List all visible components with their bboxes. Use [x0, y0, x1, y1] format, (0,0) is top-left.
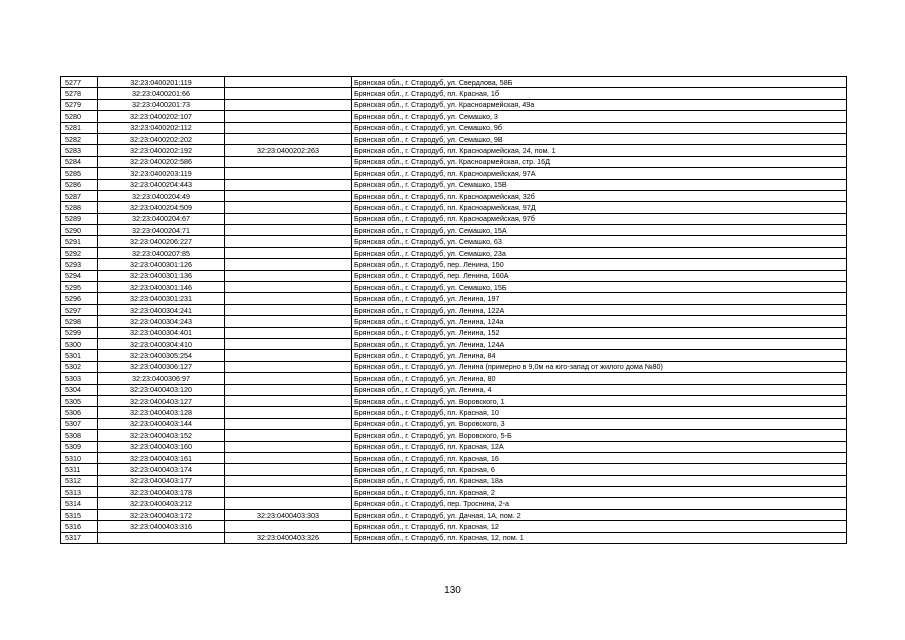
table-row: [61, 259, 847, 270]
table-row: [61, 88, 847, 99]
linked-cadastral-number-cell: [225, 418, 352, 429]
address-cell: Брянская обл., г. Стародуб, ул. Семашко, 15В: [352, 179, 847, 190]
table-row: [61, 384, 847, 395]
cadastral-number-cell: 32:23:0400204:71: [98, 225, 225, 236]
row-number-cell: 5279: [61, 99, 98, 110]
cadastral-number-cell: 32:23:0400301:136: [98, 270, 225, 281]
row-number-cell: 5295: [61, 282, 98, 293]
table-row: [61, 452, 847, 463]
table-row: [61, 430, 847, 441]
linked-cadastral-number-cell: [225, 247, 352, 258]
linked-cadastral-number-cell: [225, 441, 352, 452]
linked-cadastral-number-cell: 32:23:0400403:303: [225, 509, 352, 520]
cadastral-number-cell: 32:23:0400204:509: [98, 202, 225, 213]
address-cell: Брянская обл., г. Стародуб, ул. Ленина, 80: [352, 373, 847, 384]
linked-cadastral-number-cell: [225, 452, 352, 463]
table-row: [61, 532, 847, 543]
address-cell: Брянская обл., г. Стародуб, ул. Ленина, 152: [352, 327, 847, 338]
linked-cadastral-number-cell: [225, 122, 352, 133]
address-cell: Брянская обл., г. Стародуб, ул. Дачная, 1А, пом. 2: [352, 509, 847, 520]
row-number-cell: 5309: [61, 441, 98, 452]
row-number-cell: 5286: [61, 179, 98, 190]
table-row: [61, 225, 847, 236]
linked-cadastral-number-cell: [225, 475, 352, 486]
row-number-cell: 5311: [61, 464, 98, 475]
linked-cadastral-number-cell: [225, 282, 352, 293]
cadastral-number-cell: 32:23:0400202:107: [98, 111, 225, 122]
table-row: [61, 145, 847, 156]
cadastral-number-cell: 32:23:0400403:177: [98, 475, 225, 486]
address-cell: Брянская обл., г. Стародуб, пл. Красная, 16: [352, 452, 847, 463]
address-cell: Брянская обл., г. Стародуб, ул. Воровского, 1: [352, 395, 847, 406]
address-cell: Брянская обл., г. Стародуб, ул. Ленина, 122А: [352, 304, 847, 315]
row-number-cell: 5300: [61, 338, 98, 349]
cadastral-number-cell: 32:23:0400202:192: [98, 145, 225, 156]
table-body: [61, 77, 847, 544]
address-cell: Брянская обл., г. Стародуб, пл. Красноармейская, 24, пом. 1: [352, 145, 847, 156]
linked-cadastral-number-cell: [225, 88, 352, 99]
address-cell: Брянская обл., г. Стародуб, ул. Семашко, 9В: [352, 133, 847, 144]
table-row: [61, 247, 847, 258]
linked-cadastral-number-cell: [225, 190, 352, 201]
table-row: [61, 338, 847, 349]
cadastral-number-cell: 32:23:0400403:152: [98, 430, 225, 441]
row-number-cell: 5296: [61, 293, 98, 304]
table-row: [61, 350, 847, 361]
linked-cadastral-number-cell: [225, 111, 352, 122]
cadastral-number-cell: 32:23:0400403:144: [98, 418, 225, 429]
linked-cadastral-number-cell: [225, 293, 352, 304]
table-row: [61, 418, 847, 429]
linked-cadastral-number-cell: [225, 168, 352, 179]
row-number-cell: 5303: [61, 373, 98, 384]
table-row: [61, 270, 847, 281]
row-number-cell: 5289: [61, 213, 98, 224]
row-number-cell: 5316: [61, 521, 98, 532]
table-row: [61, 521, 847, 532]
address-cell: Брянская обл., г. Стародуб, ул. Семашко, 15Б: [352, 282, 847, 293]
address-cell: Брянская обл., г. Стародуб, ул. Красноармейская, стр. 16Д: [352, 156, 847, 167]
table-row: [61, 487, 847, 498]
table-row: [61, 509, 847, 520]
row-number-cell: 5301: [61, 350, 98, 361]
cadastral-number-cell: 32:23:0400301:146: [98, 282, 225, 293]
row-number-cell: 5310: [61, 452, 98, 463]
table-row: [61, 202, 847, 213]
row-number-cell: 5299: [61, 327, 98, 338]
row-number-cell: 5291: [61, 236, 98, 247]
cadastral-number-cell: 32:23:0400403:160: [98, 441, 225, 452]
table-row: [61, 282, 847, 293]
row-number-cell: 5285: [61, 168, 98, 179]
address-cell: Брянская обл., г. Стародуб, пл. Красноармейская, 97б: [352, 213, 847, 224]
property-registry-table: [60, 76, 847, 544]
linked-cadastral-number-cell: [225, 316, 352, 327]
cadastral-number-cell: 32:23:0400204:67: [98, 213, 225, 224]
cadastral-number-cell: 32:23:0400201:73: [98, 99, 225, 110]
address-cell: Брянская обл., г. Стародуб, пл. Красноармейская, 32б: [352, 190, 847, 201]
cadastral-number-cell: 32:23:0400403:316: [98, 521, 225, 532]
address-cell: Брянская обл., г. Стародуб, ул. Воровского, 5-Б: [352, 430, 847, 441]
table-row: [61, 373, 847, 384]
row-number-cell: 5290: [61, 225, 98, 236]
table-row: [61, 407, 847, 418]
address-cell: Брянская обл., г. Стародуб, ул. Ленина, 124А: [352, 338, 847, 349]
row-number-cell: 5278: [61, 88, 98, 99]
linked-cadastral-number-cell: [225, 236, 352, 247]
row-number-cell: 5294: [61, 270, 98, 281]
row-number-cell: 5298: [61, 316, 98, 327]
linked-cadastral-number-cell: [225, 384, 352, 395]
cadastral-number-cell: 32:23:0400202:586: [98, 156, 225, 167]
address-cell: Брянская обл., г. Стародуб, ул. Ленина, 197: [352, 293, 847, 304]
cadastral-number-cell: 32:23:0400403:120: [98, 384, 225, 395]
row-number-cell: 5314: [61, 498, 98, 509]
address-cell: Брянская обл., г. Стародуб, пл. Красная, 12: [352, 521, 847, 532]
cadastral-number-cell: 32:23:0400202:202: [98, 133, 225, 144]
table-row: [61, 168, 847, 179]
cadastral-number-cell: 32:23:0400202:112: [98, 122, 225, 133]
cadastral-number-cell: 32:23:0400403:174: [98, 464, 225, 475]
address-cell: Брянская обл., г. Стародуб, ул. Семашко, 3: [352, 111, 847, 122]
table-row: [61, 111, 847, 122]
address-cell: Брянская обл., г. Стародуб, ул. Свердлова, 58Б: [352, 77, 847, 88]
cadastral-number-cell: 32:23:0400403:128: [98, 407, 225, 418]
table-row: [61, 327, 847, 338]
row-number-cell: 5307: [61, 418, 98, 429]
linked-cadastral-number-cell: [225, 213, 352, 224]
address-cell: Брянская обл., г. Стародуб, ул. Воровского, 3: [352, 418, 847, 429]
linked-cadastral-number-cell: [225, 99, 352, 110]
cadastral-number-cell: 32:23:0400306:97: [98, 373, 225, 384]
linked-cadastral-number-cell: [225, 304, 352, 315]
linked-cadastral-number-cell: [225, 487, 352, 498]
linked-cadastral-number-cell: [225, 270, 352, 281]
table-row: [61, 156, 847, 167]
cadastral-number-cell: 32:23:0400403:161: [98, 452, 225, 463]
table-row: [61, 77, 847, 88]
linked-cadastral-number-cell: [225, 373, 352, 384]
linked-cadastral-number-cell: 32:23:0400202:263: [225, 145, 352, 156]
address-cell: Брянская обл., г. Стародуб, пл. Красная, 6: [352, 464, 847, 475]
address-cell: Брянская обл., г. Стародуб, ул. Ленина, 4: [352, 384, 847, 395]
row-number-cell: 5287: [61, 190, 98, 201]
address-cell: Брянская обл., г. Стародуб, пл. Красная, 12, пом. 1: [352, 532, 847, 543]
linked-cadastral-number-cell: [225, 430, 352, 441]
row-number-cell: 5317: [61, 532, 98, 543]
row-number-cell: 5308: [61, 430, 98, 441]
row-number-cell: 5280: [61, 111, 98, 122]
address-cell: Брянская обл., г. Стародуб, ул. Семашко, 9б: [352, 122, 847, 133]
cadastral-number-cell: 32:23:0400207:85: [98, 247, 225, 258]
address-cell: Брянская обл., г. Стародуб, ул. Красноармейская, 49а: [352, 99, 847, 110]
table-row: [61, 190, 847, 201]
row-number-cell: 5283: [61, 145, 98, 156]
linked-cadastral-number-cell: 32:23:0400403:326: [225, 532, 352, 543]
address-cell: Брянская обл., г. Стародуб, пер. Троснина, 2-а: [352, 498, 847, 509]
cadastral-number-cell: 32:23:0400301:231: [98, 293, 225, 304]
row-number-cell: 5282: [61, 133, 98, 144]
address-cell: Брянская обл., г. Стародуб, пл. Красная, 2: [352, 487, 847, 498]
linked-cadastral-number-cell: [225, 327, 352, 338]
linked-cadastral-number-cell: [225, 179, 352, 190]
cadastral-number-cell: 32:23:0400403:178: [98, 487, 225, 498]
table-row: [61, 213, 847, 224]
cadastral-number-cell: 32:23:0400201:66: [98, 88, 225, 99]
row-number-cell: 5292: [61, 247, 98, 258]
table-row: [61, 361, 847, 372]
linked-cadastral-number-cell: [225, 395, 352, 406]
row-number-cell: 5288: [61, 202, 98, 213]
linked-cadastral-number-cell: [225, 521, 352, 532]
address-cell: Брянская обл., г. Стародуб, пер. Ленина, 150: [352, 259, 847, 270]
row-number-cell: 5281: [61, 122, 98, 133]
row-number-cell: 5305: [61, 395, 98, 406]
cadastral-number-cell: 32:23:0400204:443: [98, 179, 225, 190]
row-number-cell: 5297: [61, 304, 98, 315]
row-number-cell: 5313: [61, 487, 98, 498]
table-row: [61, 498, 847, 509]
cadastral-number-cell: 32:23:0400403:172: [98, 509, 225, 520]
cadastral-number-cell: 32:23:0400403:212: [98, 498, 225, 509]
cadastral-number-cell: 32:23:0400304:241: [98, 304, 225, 315]
linked-cadastral-number-cell: [225, 407, 352, 418]
linked-cadastral-number-cell: [225, 225, 352, 236]
table-row: [61, 179, 847, 190]
cadastral-number-cell: 32:23:0400306:127: [98, 361, 225, 372]
table-row: [61, 464, 847, 475]
table-row: [61, 441, 847, 452]
linked-cadastral-number-cell: [225, 498, 352, 509]
address-cell: Брянская обл., г. Стародуб, ул. Семашко, 23а: [352, 247, 847, 258]
address-cell: Брянская обл., г. Стародуб, пл. Красная, 10: [352, 407, 847, 418]
linked-cadastral-number-cell: [225, 464, 352, 475]
address-cell: Брянская обл., г. Стародуб, ул. Ленина, 84: [352, 350, 847, 361]
table-row: [61, 293, 847, 304]
address-cell: Брянская обл., г. Стародуб, пл. Красноармейская, 97А: [352, 168, 847, 179]
address-cell: Брянская обл., г. Стародуб, пл. Красная, 18а: [352, 475, 847, 486]
address-cell: Брянская обл., г. Стародуб, ул. Ленина (примерно в 9,0м на юго-запад от жилого дома №80): [352, 361, 847, 372]
row-number-cell: 5306: [61, 407, 98, 418]
row-number-cell: 5315: [61, 509, 98, 520]
cadastral-number-cell: [98, 532, 225, 543]
cadastral-number-cell: 32:23:0400304:243: [98, 316, 225, 327]
table-row: [61, 122, 847, 133]
row-number-cell: 5293: [61, 259, 98, 270]
cadastral-number-cell: 32:23:0400206:227: [98, 236, 225, 247]
row-number-cell: 5312: [61, 475, 98, 486]
cadastral-number-cell: 32:23:0400304:401: [98, 327, 225, 338]
cadastral-number-cell: 32:23:0400304:410: [98, 338, 225, 349]
address-cell: Брянская обл., г. Стародуб, ул. Семашко, 63: [352, 236, 847, 247]
row-number-cell: 5304: [61, 384, 98, 395]
row-number-cell: 5302: [61, 361, 98, 372]
address-cell: Брянская обл., г. Стародуб, пл. Красная, 12А: [352, 441, 847, 452]
address-cell: Брянская обл., г. Стародуб, ул. Ленина, 124а: [352, 316, 847, 327]
linked-cadastral-number-cell: [225, 133, 352, 144]
linked-cadastral-number-cell: [225, 202, 352, 213]
table-row: [61, 99, 847, 110]
cadastral-number-cell: 32:23:0400201:119: [98, 77, 225, 88]
linked-cadastral-number-cell: [225, 361, 352, 372]
table-row: [61, 133, 847, 144]
row-number-cell: 5284: [61, 156, 98, 167]
cadastral-number-cell: 32:23:0400403:127: [98, 395, 225, 406]
cadastral-number-cell: 32:23:0400203:119: [98, 168, 225, 179]
address-cell: Брянская обл., г. Стародуб, пл. Красноармейская, 97Д: [352, 202, 847, 213]
row-number-cell: 5277: [61, 77, 98, 88]
table-row: [61, 236, 847, 247]
address-cell: Брянская обл., г. Стародуб, ул. Семашко, 15А: [352, 225, 847, 236]
linked-cadastral-number-cell: [225, 338, 352, 349]
cadastral-number-cell: 32:23:0400301:126: [98, 259, 225, 270]
linked-cadastral-number-cell: [225, 350, 352, 361]
cadastral-number-cell: 32:23:0400305:254: [98, 350, 225, 361]
linked-cadastral-number-cell: [225, 259, 352, 270]
linked-cadastral-number-cell: [225, 77, 352, 88]
table-row: [61, 475, 847, 486]
address-cell: Брянская обл., г. Стародуб, пл. Красная, 1б: [352, 88, 847, 99]
table-row: [61, 316, 847, 327]
address-cell: Брянская обл., г. Стародуб, пер. Ленина, 160А: [352, 270, 847, 281]
table-row: [61, 395, 847, 406]
page-number: 130: [444, 585, 461, 596]
linked-cadastral-number-cell: [225, 156, 352, 167]
table-row: [61, 304, 847, 315]
cadastral-number-cell: 32:23:0400204:49: [98, 190, 225, 201]
